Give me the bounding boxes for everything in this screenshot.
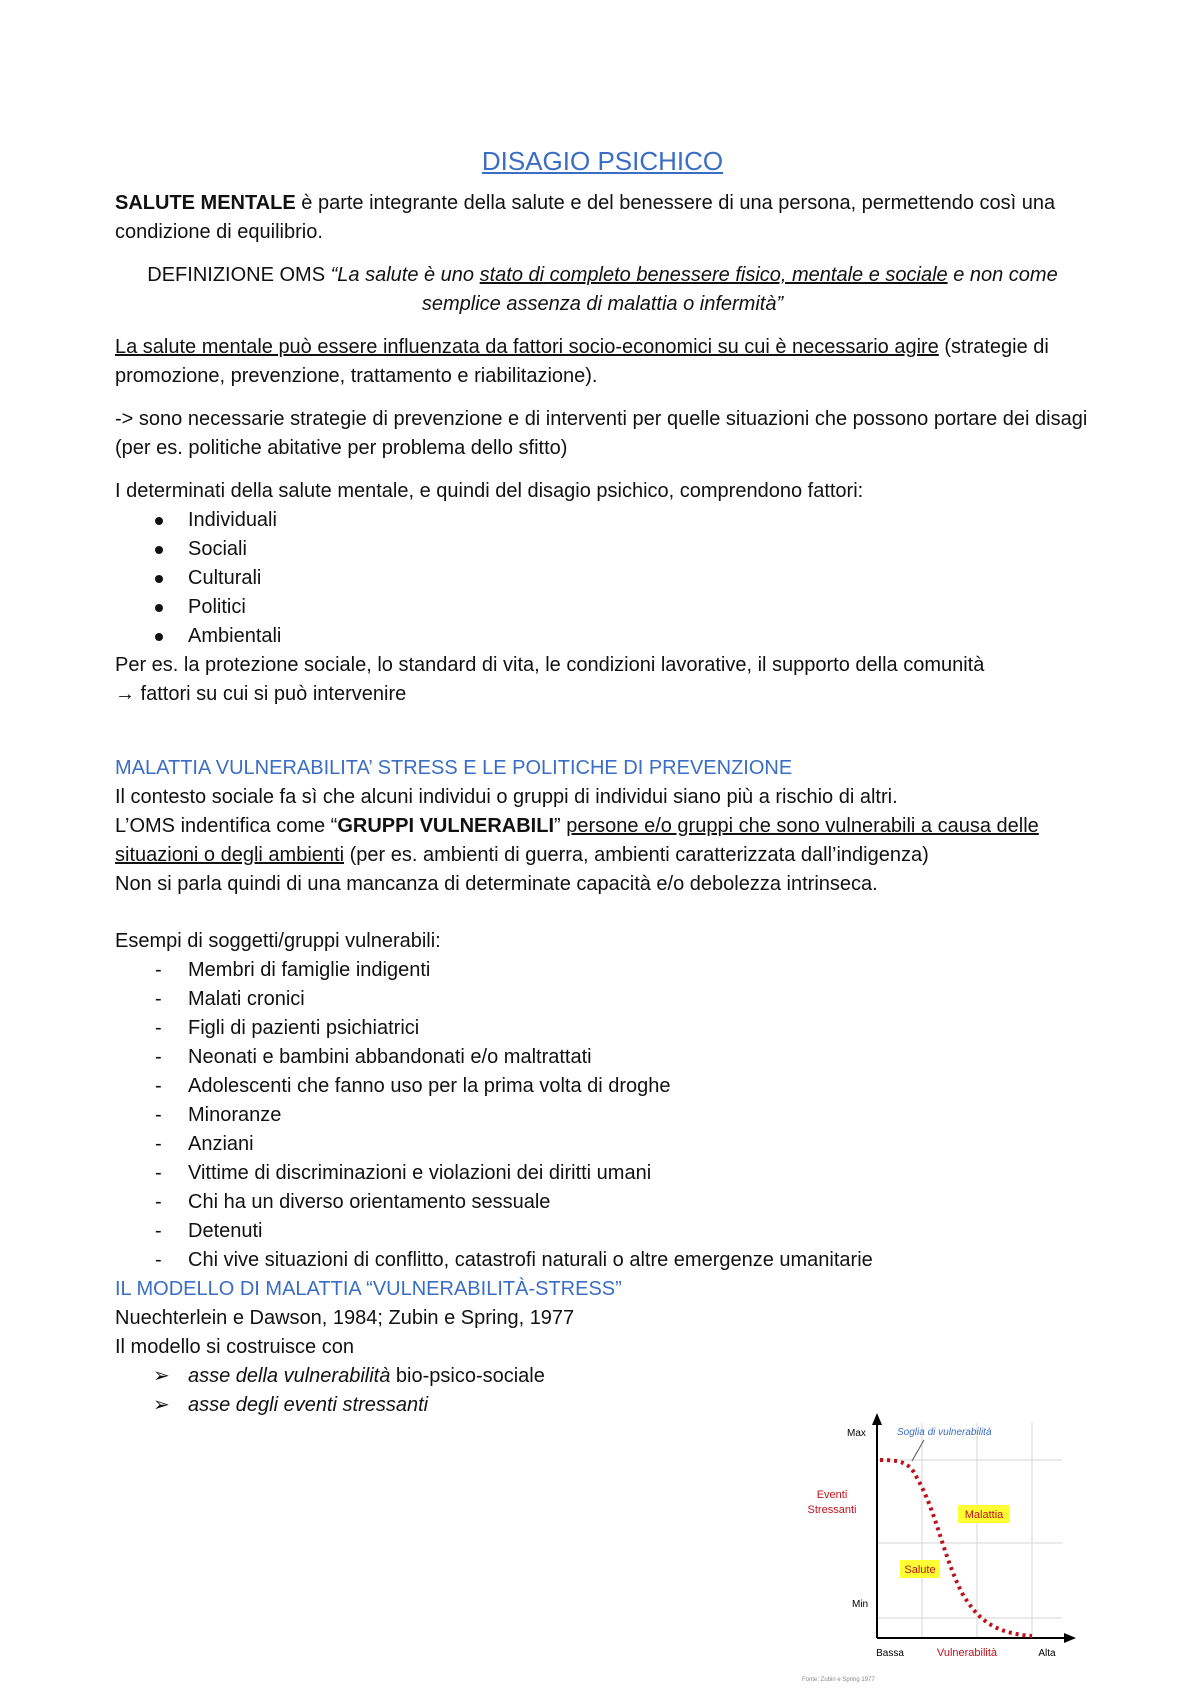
arrowhead-icon: ➢ <box>153 1364 170 1387</box>
vg-start: L’OMS indentifica come “ <box>115 814 338 837</box>
list-item: - Anziani <box>115 1130 1090 1159</box>
vulnerable-groups-list <box>115 956 1090 1275</box>
list-item: - Vittime di discriminazioni e violazioni dei diritti umani <box>115 1159 1090 1188</box>
list-item: - Minoranze <box>115 1101 1090 1130</box>
intrinsic-weakness-line: Non si parla quindi di una mancanza di determinate capacità e/o debolezza intrinseca. <box>115 872 878 895</box>
strategies-paragraph: -> sono necessarie strategie di prevenzione e di interventi per quelle situazioni che possono portare dei disagi (per es. politiche abitative per problema dello sfitto) <box>115 407 1088 459</box>
vg-underlined: persone e/o gruppi che sono vulnerabili a causa delle situazioni o degli ambienti <box>115 814 1039 866</box>
intro-paragraph <box>115 189 1090 247</box>
y-axis-label-2: Stressanti <box>807 1504 857 1516</box>
list-item: - Neonati e bambini abbandonati e/o maltrattati <box>115 1043 1090 1072</box>
list-item: Culturali <box>115 564 1090 593</box>
determinants-intro: I determinati della salute mentale, e quindi del disagio psichico, comprendono fattori: <box>115 479 864 502</box>
illness-label: Malattia <box>964 1509 1004 1521</box>
threshold-label: Soglia di vulnerabilità <box>897 1427 992 1438</box>
determinants-conclusion-text: fattori su cui si può intervenire <box>135 682 407 705</box>
list-item <box>115 1362 1090 1391</box>
context-line: Il contesto sociale fa sì che alcuni individui o gruppi di individui siano più a rischio di altri. <box>115 785 898 808</box>
y-min-label: Min <box>852 1599 869 1610</box>
spacer <box>115 709 1090 754</box>
axis-italic: asse degli eventi stressanti <box>188 1393 429 1416</box>
figure-source: Fonte: Zubin e Spring 1977 <box>802 1677 875 1683</box>
y-axis-label-1: Eventi <box>816 1489 848 1501</box>
arrow-icon: → <box>115 682 135 705</box>
list-item: - Chi vive situazioni di conflitto, catastrofi naturali o altre emergenze umanitarie <box>115 1246 1090 1275</box>
vg-bold: GRUPPI VULNERABILI <box>337 814 555 837</box>
intro-text: è parte integrante della salute e del benessere di una persona, permettendo così una condizione di equilibrio. <box>115 191 1056 243</box>
list-item: Sociali <box>115 535 1090 564</box>
arrowhead-icon: ➢ <box>153 1393 170 1416</box>
section-heading-vulnerability: MALATTIA VULNERABILITA’ STRESS E LE POLITICHE DI PREVENZIONE <box>115 756 793 779</box>
oms-definition <box>115 261 1090 319</box>
x-low-label: Bassa <box>876 1648 904 1659</box>
model-references: Nuechterlein e Dawson, 1984; Zubin e Spring, 1977 <box>115 1306 575 1329</box>
oms-quote-start: “La salute è uno <box>330 263 480 286</box>
influence-paragraph <box>115 333 1090 391</box>
oms-quote-end: e non come semplice assenza di malattia o infermità” <box>421 263 1058 315</box>
health-label: Salute <box>904 1564 936 1576</box>
x-high-label: Alta <box>1038 1648 1056 1659</box>
vulnerability-stress-figure <box>792 1403 1082 1693</box>
x-axis-label: Vulnerabilità <box>936 1647 998 1659</box>
model-builds: Il modello si costruisce con <box>115 1335 354 1358</box>
y-max-label: Max <box>847 1428 866 1439</box>
determinants-example: Per es. la protezione sociale, lo standard di vita, le condizioni lavorative, il supporto della comunità <box>115 653 985 676</box>
section-heading-model: IL MODELLO DI MALATTIA “VULNERABILITÀ-STRESS” <box>115 1277 622 1300</box>
list-item: Politici <box>115 593 1090 622</box>
intro-bold: SALUTE MENTALE <box>115 191 296 214</box>
oms-quote-underlined: stato di completo benessere fisico, mentale e sociale <box>479 263 948 286</box>
list-item: - Chi ha un diverso orientamento sessuale <box>115 1188 1090 1217</box>
document-content <box>115 145 1090 1420</box>
list-item: Ambientali <box>115 622 1090 651</box>
list-item: Individuali <box>115 506 1090 535</box>
oms-vulnerable-groups <box>115 812 1090 870</box>
page-title: DISAGIO PSICHICO <box>481 146 724 176</box>
list-item: - Figli di pazienti psichiatrici <box>115 1014 1090 1043</box>
axis-rest: bio-psico-sociale <box>390 1364 545 1387</box>
influence-text: (strategie di promozione, prevenzione, trattamento e riabilitazione). <box>115 335 1049 387</box>
influence-underlined: La salute mentale può essere influenzata da fattori socio-economici su cui è necessario agire <box>115 335 939 358</box>
list-item: - Malati cronici <box>115 985 1090 1014</box>
determinants-conclusion <box>115 680 1090 709</box>
list-item: - Adolescenti che fanno uso per la prima volta di droghe <box>115 1072 1090 1101</box>
model-diagram <box>792 1403 1082 1693</box>
list-item: - Detenuti <box>115 1217 1090 1246</box>
vg-end: (per es. ambienti di guerra, ambienti caratterizzata dall’indigenza) <box>344 843 929 866</box>
list-item: - Membri di famiglie indigenti <box>115 956 1090 985</box>
spacer <box>115 899 1090 927</box>
axis-italic: asse della vulnerabilità <box>188 1364 391 1387</box>
vg-mid: ” <box>554 814 567 837</box>
oms-label: DEFINIZIONE OMS <box>147 263 331 286</box>
examples-intro: Esempi di soggetti/gruppi vulnerabili: <box>115 929 441 952</box>
determinants-list <box>115 506 1090 651</box>
